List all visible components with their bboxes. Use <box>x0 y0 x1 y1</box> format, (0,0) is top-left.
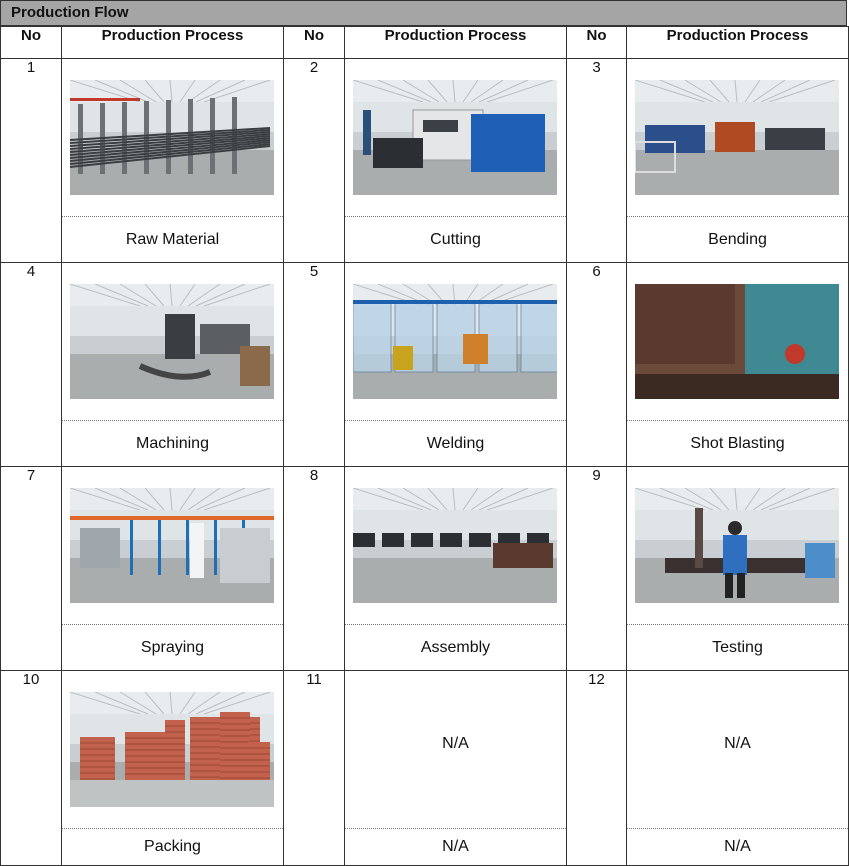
header-no: No <box>284 27 345 59</box>
step-number: 9 <box>567 467 627 671</box>
step-number: 6 <box>567 263 627 467</box>
shot-blasting-machine-icon <box>635 284 839 399</box>
process-cell <box>345 59 567 263</box>
header-process: Production Process <box>62 27 284 59</box>
bending-machines-icon <box>635 80 839 195</box>
process-caption: N/A <box>345 828 566 865</box>
packed-cartons-icon <box>70 692 274 807</box>
process-caption: Spraying <box>62 624 283 670</box>
step-number: 11 <box>284 671 345 866</box>
header-row <box>1 27 849 59</box>
process-cell <box>345 671 567 866</box>
step-number: 10 <box>1 671 62 866</box>
cutting-machine-icon <box>353 80 557 195</box>
header-process: Production Process <box>627 27 849 59</box>
welding-booths-icon <box>353 284 557 399</box>
table-row <box>1 263 849 467</box>
header-no: No <box>1 27 62 59</box>
process-caption: Machining <box>62 420 283 466</box>
process-caption: Packing <box>62 828 283 865</box>
step-number: 4 <box>1 263 62 467</box>
placeholder-text: N/A <box>724 735 751 752</box>
table-row <box>1 59 849 263</box>
process-cell <box>627 671 849 866</box>
assembly-area-icon <box>353 488 557 603</box>
table-row <box>1 671 849 866</box>
table-title: Production Flow <box>0 0 847 26</box>
process-cell <box>62 671 284 866</box>
process-caption: Bending <box>627 216 848 262</box>
production-flow-table <box>0 26 849 866</box>
process-cell <box>345 263 567 467</box>
process-cell <box>627 467 849 671</box>
steel-tube-racks-icon <box>70 80 274 195</box>
process-cell <box>627 263 849 467</box>
process-caption: Raw Material <box>62 216 283 262</box>
placeholder-text: N/A <box>442 735 469 752</box>
header-no: No <box>567 27 627 59</box>
process-cell <box>345 467 567 671</box>
step-number: 12 <box>567 671 627 866</box>
step-number: 8 <box>284 467 345 671</box>
process-caption: N/A <box>627 828 848 865</box>
process-caption: Shot Blasting <box>627 420 848 466</box>
process-caption: Welding <box>345 420 566 466</box>
step-number: 2 <box>284 59 345 263</box>
process-cell <box>627 59 849 263</box>
process-caption: Testing <box>627 624 848 670</box>
process-caption: Cutting <box>345 216 566 262</box>
step-number: 5 <box>284 263 345 467</box>
machining-workshop-icon <box>70 284 274 399</box>
process-cell <box>62 59 284 263</box>
testing-worker-icon <box>635 488 839 603</box>
header-process: Production Process <box>345 27 567 59</box>
step-number: 1 <box>1 59 62 263</box>
process-cell <box>62 263 284 467</box>
spray-line-icon <box>70 488 274 603</box>
process-cell <box>62 467 284 671</box>
step-number: 3 <box>567 59 627 263</box>
process-caption: Assembly <box>345 624 566 670</box>
table-row <box>1 467 849 671</box>
step-number: 7 <box>1 467 62 671</box>
